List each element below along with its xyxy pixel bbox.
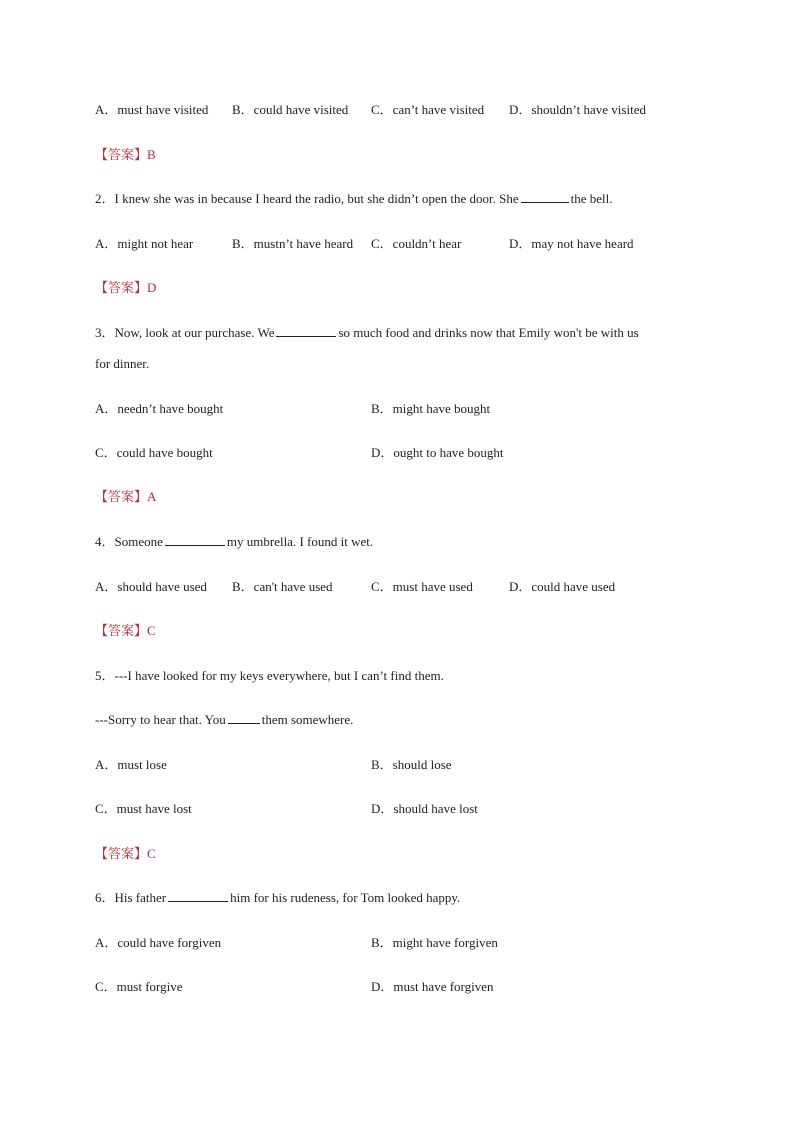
q1-answer: 【答案】B — [95, 147, 156, 162]
q2-option-a: A．might not hear — [95, 236, 194, 251]
q4-stem-after: my umbrella. I found it wet. — [226, 534, 374, 549]
q3-stem-before: 3．Now, look at our purchase. We — [95, 325, 275, 340]
q2-blank — [521, 190, 569, 203]
q1-option-d: D．shouldn’t have visited — [509, 102, 646, 117]
q5-stem-line2 — [95, 711, 353, 729]
q4-option-c: C．must have used — [371, 579, 473, 594]
q2-option-d: D．may not have heard — [509, 236, 634, 251]
q3-stem-after: so much food and drinks now that Emily won't be with us — [338, 325, 639, 340]
q5-answer: 【答案】C — [95, 846, 156, 861]
q6-option-c: C．must forgive — [95, 979, 183, 994]
q4-option-a: A．should have used — [95, 579, 207, 594]
q3-option-b: B．might have bought — [371, 401, 491, 416]
q1-option-c: C．can’t have visited — [371, 102, 485, 117]
q6-option-b: B．might have forgiven — [371, 935, 498, 950]
q6-stem-before: 6．His father — [95, 890, 167, 905]
q2-option-c: C．couldn’t hear — [371, 236, 462, 251]
q5-option-d: D．should have lost — [371, 801, 478, 816]
q5-option-c: C．must have lost — [95, 801, 192, 816]
q1-option-b: B．could have visited — [232, 102, 349, 117]
q3-stem-line2: for dinner. — [95, 356, 150, 371]
q5-option-b: B．should lose — [371, 757, 452, 772]
q2-stem — [95, 190, 613, 208]
q5-blank — [228, 711, 260, 724]
q2-stem-before: 2．I knew she was in because I heard the radio, but she didn’t open the door. She — [95, 191, 519, 206]
q5-option-a: A．must lose — [95, 757, 167, 772]
q6-option-a: A．could have forgiven — [95, 935, 222, 950]
q2-answer: 【答案】D — [95, 280, 157, 295]
q3-option-d: D．ought to have bought — [371, 445, 504, 460]
q3-option-a: A．needn’t have bought — [95, 401, 224, 416]
q5-stem-line1: 5．---I have looked for my keys everywhere, but I can’t find them. — [95, 668, 444, 683]
q3-blank — [276, 324, 336, 337]
q6-stem-after: him for his rudeness, for Tom looked happy. — [230, 890, 461, 905]
q5-stem-after: them somewhere. — [261, 712, 354, 727]
q4-option-b: B．can't have used — [232, 579, 333, 594]
q4-option-d: D．could have used — [509, 579, 616, 594]
q1-option-a: A．must have visited — [95, 102, 209, 117]
q3-stem — [95, 324, 639, 342]
q4-answer: 【答案】C — [95, 623, 156, 638]
q3-option-c: C．could have bought — [95, 445, 213, 460]
q6-stem — [95, 889, 460, 907]
q4-stem — [95, 533, 373, 551]
q6-blank — [168, 889, 228, 902]
q3-answer: 【答案】A — [95, 489, 157, 504]
q4-stem-before: 4．Someone — [95, 534, 163, 549]
q5-stem-before: ---Sorry to hear that. You — [95, 712, 226, 727]
q2-option-b: B．mustn’t have heard — [232, 236, 354, 251]
q4-blank — [165, 533, 225, 546]
q6-option-d: D．must have forgiven — [371, 979, 494, 994]
q2-stem-after: the bell. — [570, 191, 613, 206]
